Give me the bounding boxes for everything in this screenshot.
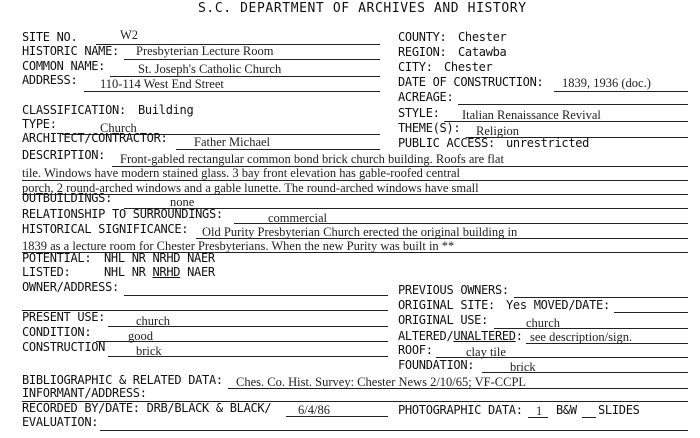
previous-owners-label: PREVIOUS OWNERS: [398, 283, 509, 297]
present-use-line [108, 326, 388, 327]
construction-value: brick [136, 344, 162, 358]
form-header: S.C. DEPARTMENT OF ARCHIVES AND HISTORY [198, 1, 527, 16]
altered-label-post: : [515, 329, 523, 343]
altered-value: see description/sign. [530, 330, 633, 344]
altered-label-pre: ALTERED/ [398, 329, 454, 343]
acreage-label: ACREAGE: [398, 90, 454, 104]
style-label: STYLE: [398, 106, 440, 120]
historic-name-label: HISTORIC NAME: [22, 44, 119, 58]
county-value: Chester [458, 30, 507, 44]
condition-value: good [128, 329, 153, 343]
foundation-label: FOUNDATION: [398, 358, 475, 372]
description-line-2: tile. Windows have modern stained glass. 3 bay front elevation has gable-roofed central [22, 166, 461, 180]
listed-options [104, 265, 215, 279]
condition-line [96, 341, 388, 342]
moved-date-line [614, 312, 688, 313]
acreage-line [458, 104, 688, 105]
description-line-1: Front-gabled rectangular common bond brick church building. Roofs are flat [120, 152, 504, 166]
condition-label: CONDITION: [22, 325, 92, 339]
significance-line-2: 1839 as a lecture room for Chester Presbyterians. When the new Purity was built in ** [22, 239, 455, 253]
architect-label: ARCHITECT/CONTRACTOR: [22, 131, 168, 145]
original-use-line [494, 328, 688, 329]
outbuildings-label: OUTBUILDINGS: [22, 191, 113, 205]
listed-post: NAER [180, 265, 215, 279]
potential-options: NHL NR NRHD NAER [104, 251, 215, 265]
county-label: COUNTY: [398, 30, 447, 44]
recorded-date: 6/4/86 [298, 403, 330, 417]
region-value: Catawba [458, 45, 507, 59]
date-value: 1839, 1936 (doc.) [562, 76, 651, 90]
style-line [444, 121, 688, 122]
architect-value: Father Michael [194, 135, 271, 149]
bibliographic-line [228, 388, 688, 389]
common-name-label: COMMON NAME: [22, 59, 106, 73]
potential-label: POTENTIAL: [22, 251, 92, 265]
roof-label: ROOF: [398, 343, 433, 357]
evaluation-label: EVALUATION: [22, 415, 99, 429]
owner-label: OWNER/ADDRESS: [22, 280, 119, 294]
bibliographic-value: Ches. Co. Hist. Survey: Chester News 2/10/65; VF-CCPL [236, 375, 527, 389]
type-value: Church [100, 121, 137, 135]
site-no-label: SITE NO. [22, 30, 78, 44]
address-line [84, 91, 380, 92]
recorded-label: RECORDED BY/DATE: DRB/BLACK & BLACK/ [22, 401, 272, 415]
photographic-bw: B&W [556, 403, 577, 417]
altered-line [526, 343, 688, 344]
informant-label: INFORMANT/ADDRESS: [22, 386, 147, 400]
significance-label: HISTORICAL SIGNIFICANCE: [22, 222, 189, 236]
construction-label: CONSTRUCTION [22, 340, 106, 354]
photographic-label: PHOTOGRAPHIC DATA: [398, 403, 523, 417]
owner-line [124, 295, 388, 296]
city-label: CITY: [398, 60, 433, 74]
description-line-3: porch, 2 round-arched windows and a gable lunette. The round-arched windows have small [22, 181, 479, 195]
construction-line [108, 356, 388, 357]
common-name-value: St. Joseph's Catholic Church [138, 62, 282, 76]
altered-label [398, 329, 523, 343]
photographic-count-line [528, 417, 548, 418]
photographic-slides: SLIDES [598, 403, 640, 417]
public-access-value: unrestricted [506, 136, 590, 150]
owner-rule-2 [22, 310, 388, 311]
original-site-label: ORIGINAL SITE: [398, 298, 495, 312]
address-value: 110-114 West End Street [100, 77, 224, 91]
listed-pre: NHL NR [104, 265, 153, 279]
foundation-line [482, 372, 688, 373]
photographic-bw-line [582, 417, 596, 418]
description-label: DESCRIPTION: [22, 148, 106, 162]
city-value: Chester [444, 60, 493, 74]
listed-label: LISTED: [22, 265, 71, 279]
date-label: DATE OF CONSTRUCTION: [398, 75, 544, 89]
evaluation-line [100, 430, 688, 431]
address-label: ADDRESS: [22, 73, 78, 87]
historic-name-line [124, 59, 380, 60]
classification-label: CLASSIFICATION: [22, 103, 126, 117]
region-label: REGION: [398, 45, 447, 59]
photographic-count: 1 [536, 404, 543, 418]
theme-value: Religion [476, 124, 520, 138]
classification-value: Building [138, 103, 194, 117]
public-access-label: PUBLIC ACCESS: [398, 136, 495, 150]
relationship-value: commercial [268, 211, 327, 225]
listed-nrhd-marked: NRHD [152, 265, 181, 279]
type-label: TYPE: [22, 117, 57, 131]
description-rule-3 [22, 194, 688, 195]
theme-label: THEME(S): [398, 121, 461, 135]
style-value: Italian Renaissance Revival [462, 108, 601, 122]
original-use-value: church [526, 316, 561, 330]
significance-line-1: Old Purity Presbyterian Church erected the original building in [202, 225, 518, 239]
date-line [554, 91, 688, 92]
recorded-line [286, 416, 388, 417]
relationship-line [234, 223, 688, 224]
site-no-value: W2 [120, 28, 139, 42]
historic-name-value: Presbyterian Lecture Room [136, 44, 274, 58]
relationship-label: RELATIONSHIP TO SURROUNDINGS: [22, 207, 223, 221]
roof-value: clay tile [466, 345, 506, 359]
present-use-value: church [136, 314, 171, 328]
outbuildings-value: none [170, 195, 195, 209]
present-use-label: PRESENT USE: [22, 310, 106, 324]
architect-line [176, 149, 380, 150]
altered-label-unaltered: UNALTERED [453, 329, 516, 343]
bibliographic-label: BIBLIOGRAPHIC & RELATED DATA: [22, 373, 223, 387]
original-site-value: Yes MOVED/DATE: [506, 298, 610, 312]
original-use-label: ORIGINAL USE: [398, 313, 489, 327]
foundation-value: brick [510, 360, 536, 374]
